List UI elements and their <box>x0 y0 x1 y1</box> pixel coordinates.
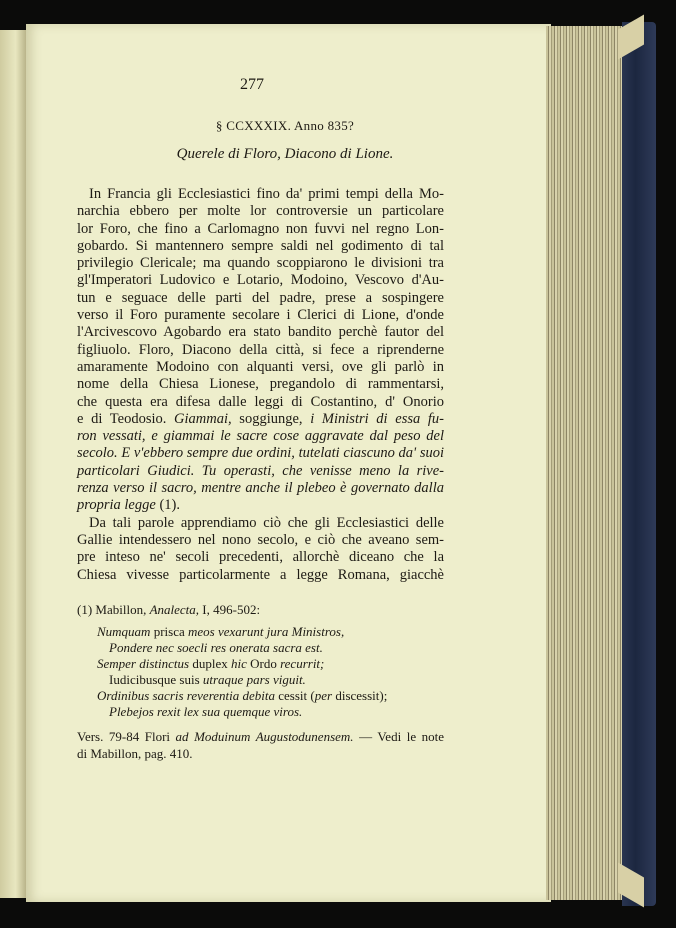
text-segment: gl'Imperatori Ludovico e Lotario, Modoino, Vescovo d'Au- <box>77 272 444 289</box>
text-line <box>77 463 444 480</box>
text-line <box>77 272 444 289</box>
page-block-edges <box>546 26 626 900</box>
text-segment: gobardo. Si mantennero sempre saldi nel godimento di tal <box>77 237 444 254</box>
text-segment: ad Moduinum Augustodunensem. <box>175 728 354 744</box>
text-segment: Semper distinctus <box>97 655 190 671</box>
book-cover <box>622 22 656 906</box>
text-segment: utraque pars viguit. <box>202 671 306 687</box>
verse-line <box>77 672 444 688</box>
text-line <box>77 186 444 203</box>
footnote <box>77 602 444 762</box>
text-segment: Ordinibus sacris reverentia debita <box>97 687 276 703</box>
page-text-column <box>77 186 444 762</box>
verse-line <box>77 704 444 720</box>
text-segment: meos vexarunt jura Ministros, <box>188 623 345 639</box>
footnote-reference <box>77 602 444 618</box>
text-segment: nome della Chiesa Lionese, pregandolo di rammentarsi, <box>77 376 444 393</box>
section-heading: § CCXXXIX. Anno 835? <box>215 118 355 133</box>
text-segment: amaramente Modoino con alquanti versi, ove gli parlò in <box>77 358 444 375</box>
verse-line <box>77 656 444 672</box>
text-segment: Gallie intendessero nel nono secolo, e ciò che aveano sem- <box>77 531 444 548</box>
text-segment: propria legge <box>77 497 156 514</box>
text-segment: Giammai, <box>174 410 232 427</box>
text-line <box>77 255 444 272</box>
text-segment: Chiesa vivesse particolarmente a legge Romana, giacchè <box>77 566 444 583</box>
text-segment: Da tali parole apprendiamo ciò che gli Ecclesiastici delle <box>89 514 444 531</box>
text-line <box>77 549 444 566</box>
text-line <box>77 497 444 514</box>
text-line <box>77 567 444 584</box>
text-segment: In Francia gli Ecclesiastici fino da' primi tempi della Mo- <box>89 186 444 202</box>
text-line <box>77 728 444 745</box>
text-segment: di Mabillon, pag. 410. <box>77 745 193 761</box>
text-segment: figliuolo. Floro, Diacono della città, si fece a riprenderne <box>77 341 444 358</box>
text-segment: ron vessati, e giammai le sacre cose aggravate dal peso del <box>77 428 444 445</box>
text-segment: renza verso il sacro, mentre anche il plebeo è governato dalla <box>77 480 444 497</box>
text-segment: Plebejos rexit lex sua quemque viros. <box>109 703 303 719</box>
text-segment: Ordo <box>246 655 281 671</box>
text-segment: particolari Giudici. Tu operasti, che venisse meno la rive- <box>77 462 444 479</box>
text-segment: recurrit; <box>280 655 325 671</box>
page-number: 277 <box>240 76 264 93</box>
text-line <box>77 307 444 324</box>
text-segment: Iudicibusque suis <box>109 671 203 687</box>
text-segment: secolo. E v'ebbero sempre due ordini, tutelati ciascuno da' suoi <box>77 445 444 462</box>
text-line <box>77 532 444 549</box>
text-segment: Analecta, <box>149 601 200 617</box>
text-line <box>77 428 444 445</box>
text-segment: prisca <box>150 623 188 639</box>
text-segment: lor Foro, che fino a Carlomagno non fuvvi nel regno Lon- <box>77 220 444 237</box>
text-line <box>77 480 444 497</box>
text-segment: duplex <box>189 655 231 671</box>
text-segment: (1) Mabillon, <box>77 601 150 617</box>
text-segment: cessit ( <box>275 687 315 703</box>
text-segment: l'Arcivescovo Agobardo era stato bandito perchè fautor del <box>77 324 444 341</box>
text-line <box>77 324 444 341</box>
text-segment: Numquam <box>97 623 151 639</box>
text-segment: verso il Foro puramente secolare i Clerici di Lione, d'onde <box>77 307 444 324</box>
text-segment: per <box>314 687 333 703</box>
verse-line <box>77 624 444 640</box>
text-segment: Vers. 79-84 Flori <box>77 728 176 744</box>
text-line <box>77 290 444 307</box>
chapter-title: Querele di Floro, Diacono di Lione. <box>176 146 394 162</box>
text-segment: privilegio Clericale; ma quando scoppiarono le divisioni tra <box>77 255 444 272</box>
text-segment: hic <box>230 655 247 671</box>
text-line <box>77 445 444 462</box>
text-segment: narchia ebbero per molte lor controversie un particolare <box>77 203 444 220</box>
verse-line <box>77 688 444 704</box>
text-line <box>77 394 444 411</box>
text-segment: che questa era difesa dalle leggi di Costantino, d' Onorio <box>77 393 444 410</box>
text-segment: — Vedi le note <box>353 728 445 744</box>
text-segment: soggiunge, <box>231 410 311 427</box>
text-line <box>77 342 444 359</box>
text-segment: discessit); <box>332 687 388 703</box>
text-segment: i Ministri di essa fu- <box>310 410 444 427</box>
text-segment: Pondere nec soecli res onerata sacra est. <box>109 639 323 655</box>
text-segment: I, 496-502: <box>199 601 261 617</box>
text-line <box>77 221 444 238</box>
text-segment: tun e seguace delle parti del padre, prese a sospingere <box>77 289 444 306</box>
text-line <box>77 411 444 428</box>
text-line <box>77 515 444 532</box>
text-line <box>77 745 444 762</box>
text-line <box>77 376 444 393</box>
text-segment: pre inteso ne' secoli precedenti, allorchè diceano che la <box>77 549 444 566</box>
text-line <box>77 203 444 220</box>
text-line <box>77 359 444 376</box>
body-text <box>77 186 444 584</box>
text-segment: e di Teodosio. <box>77 410 175 427</box>
facing-page-edge <box>0 30 26 898</box>
footnote-source <box>77 728 444 762</box>
verse-line <box>77 640 444 656</box>
text-line <box>77 238 444 255</box>
text-segment: (1). <box>155 497 180 514</box>
